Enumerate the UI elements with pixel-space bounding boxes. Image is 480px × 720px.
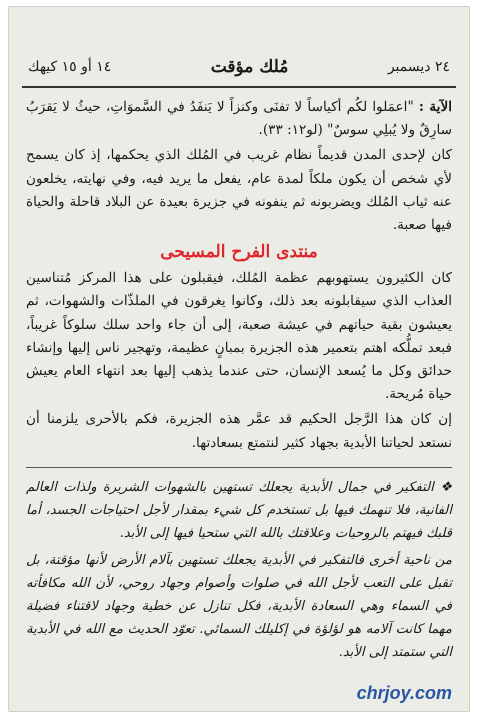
verse-label: الآية : xyxy=(418,99,452,115)
site-logo: chrjoy.com xyxy=(356,683,452,703)
header-date-coptic: ١٤ أو ١٥ كيهك xyxy=(28,59,112,75)
page-body xyxy=(26,96,452,668)
note-2: من ناحية أخرى فالتفكير في الأبدية يجعلك تستهين بآلام الأرض لأنها مؤقتة، بل تقبل على التعب لأجل الله في صلوات وأصوام وجهاد روحي، لأن الله مكافأته في السماء وهي السعادة الأبدية، فكل تنازل عن خطية وجهاد لاقتناء فضيلة مهما كانت آلامه هو لؤلؤة في إكليلك السمائي. تعوّد الحديث مع الله في الأبدية التي ستمتد إلى الأبد. xyxy=(26,552,452,660)
verse-text: "اعمَلوا لكُم أكياساً لا تفنَى وكنزاً لا يَنفَدُ في السَّموَاتِ، حيثُ لا يَقرَبُ سارِقٌ ولا يُبلِي سوسٌ" (لو١٢: ٣٣). xyxy=(26,99,452,139)
header-date-gregorian: ٢٤ ديسمبر xyxy=(387,59,450,75)
verse-block xyxy=(26,96,452,142)
section-divider xyxy=(26,467,452,468)
page-title: مُلك مؤقت xyxy=(210,57,289,77)
notes-section xyxy=(26,476,452,664)
page-header xyxy=(28,54,450,80)
paragraph-3: إن كان هذا الرَّجل الحكيم قد عمَّر هذه الجزيرة، فكم بالأحرى يلزمنا أن نستعد لحياتنا الأبدية بجهاد كثير لنتمتع بسعادتها. xyxy=(26,411,452,451)
book-page xyxy=(8,6,470,712)
paragraph-2: كان الكثيرون يستهوبهم عظمة المُلك، فيقبلون على هذا المركز مُتناسين العذاب الذي سيقابلونه بعد ذلك، وكانوا يغرقون في الملذّات والشهوات، ثم يعيشون بقية حياتهم في عيشة صعبة، إلى أن جاء واحد سلك سلوكاً غريباً، فبعد تملُّكه اهتم بتعمير هذه الجزيرة بمبانٍ عظيمة، وتهجير ناس إليها وإنشاء حدائق وكل ما يُسعد الإنسان، حتى عندما يذهب إليها بعد انتهاء العام يعيش حياة مُريحة. xyxy=(26,270,452,403)
note-1: ❖ التفكير في جمال الأبدية يجعلك تستهين بالشهوات الشريرة ولذات العالم الفانية، فلا تنهمك فيها بل تستخدم كل شيء بمقدار لأجل احتياجات الجسد، أما قلبك فيهتم بالروحيات وعلاقتك بالله التي ستحيا فيها إلى الأبد. xyxy=(26,479,452,541)
header-rule xyxy=(22,86,456,88)
paragraph-1: كان لإحدى المدن قديماً نظام غريب في المُلك الذي يحكمها، إذ كان يسمح لأي شخص أن يكون ملكاً لمدة عام، يفعل ما يريد فيه، وفي نهايته، يخلعون عنه ثياب المُلك ويضربونه ثم ينفونه في جزيرة بعيدة عن البلاد قاحلة والحياة فيها صعبة. xyxy=(26,147,452,234)
forum-watermark: منتدى الفرح المسيحى xyxy=(160,242,318,263)
